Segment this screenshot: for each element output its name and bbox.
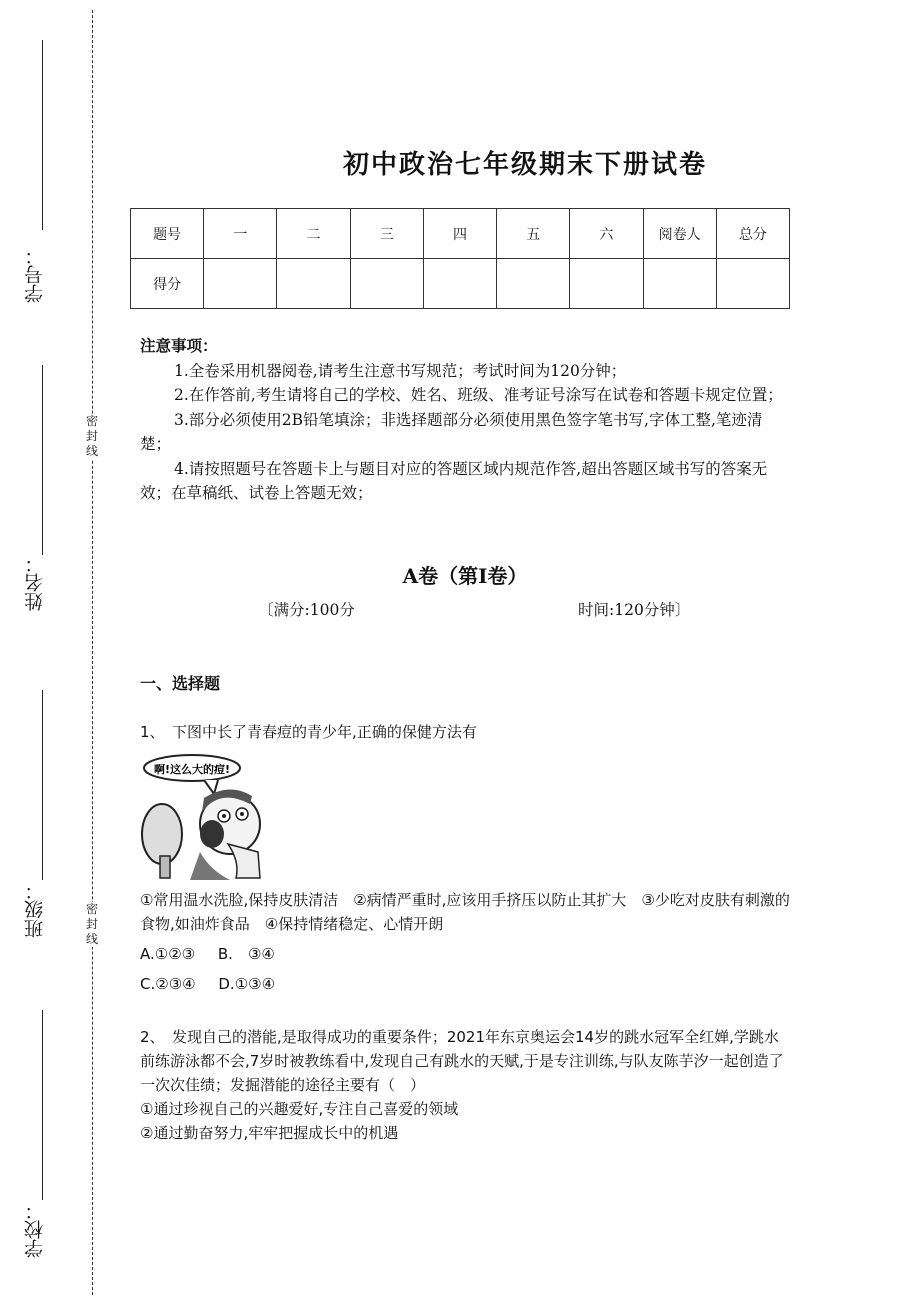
score-cell — [570, 259, 643, 309]
question-stem: 1、 下图中长了青春痘的青少年,正确的保健方法有 — [140, 723, 477, 741]
exam-title: 初中政治七年级期末下册试卷 — [342, 150, 707, 180]
header-cell: 总分 — [716, 209, 789, 259]
seal-dashed-line — [92, 10, 93, 1295]
question-1-body — [140, 888, 790, 996]
note-item: 3.部分必须使用2B铅笔填涂；非选择题部分必须使用黑色签字笔书写,字体工整,笔迹清楚； — [140, 410, 763, 453]
score-cell — [423, 259, 496, 309]
question-item: ②通过勤奋努力,牢牢把握成长中的机遇 — [140, 1124, 399, 1142]
score-cell — [643, 259, 716, 309]
options-row — [140, 972, 790, 996]
question-statements: ①常用温水洗脸,保持皮肤清洁 ②病情严重时,应该用手挤压以防止其扩大 ③少吃对皮肤有刺激的食物,如油炸食品 ④保持情绪稳定、心情开朗 — [140, 891, 790, 933]
score-cell — [350, 259, 423, 309]
header-cell: 题号 — [131, 209, 204, 259]
note-item: 4.请按照题号在答题卡上与题目对应的答题区域内规范作答,超出答题区域书写的答案无效；在草稿纸、试卷上答题无效； — [140, 459, 768, 502]
student-no-label: 学号： — [24, 246, 46, 304]
header-cell: 四 — [423, 209, 496, 259]
header-cell: 阅卷人 — [643, 209, 716, 259]
score-table-header-row — [131, 209, 790, 259]
option-a[interactable]: A.①②③ — [140, 945, 196, 963]
notes-block — [140, 334, 790, 506]
question-1-stem — [140, 720, 790, 744]
school-line — [42, 1010, 43, 1200]
header-cell: 三 — [350, 209, 423, 259]
seal-text-bottom: 密封线 — [85, 902, 98, 946]
full-score: 〔满分:100分 — [258, 601, 355, 619]
notes-heading: 注意事项： — [140, 336, 218, 355]
question-2 — [140, 1025, 790, 1145]
header-cell: 二 — [277, 209, 350, 259]
note-item: 1.全卷采用机器阅卷,请考生注意书写规范；考试时间为120分钟； — [174, 361, 627, 380]
score-cell — [716, 259, 789, 309]
student-no-line — [42, 40, 43, 230]
speech-bubble-text: 啊!这么大的痘! — [153, 763, 231, 776]
seal-text-top: 密封线 — [85, 414, 98, 458]
note-item: 2.在作答前,考生请将自己的学校、姓名、班级、准考证号涂写在试卷和答题卡规定位置； — [174, 386, 783, 404]
class-line — [42, 690, 43, 880]
header-cell: 五 — [497, 209, 570, 259]
question-item: ①通过珍视自己的兴趣爱好,专注自己喜爱的领域 — [140, 1100, 459, 1118]
score-table-score-row — [131, 259, 790, 309]
options-row — [140, 942, 790, 966]
option-b[interactable]: B. ③④ — [217, 945, 275, 963]
header-cell: 一 — [204, 209, 277, 259]
section-heading: 一、选择题 — [140, 674, 221, 693]
option-c[interactable]: C.②③④ — [140, 975, 196, 993]
class-label: 班级： — [24, 881, 46, 939]
header-cell: 六 — [570, 209, 643, 259]
score-cell — [497, 259, 570, 309]
score-cell — [277, 259, 350, 309]
exam-time: 时间:120分钟〕 — [578, 601, 691, 619]
name-label: 姓名： — [24, 554, 46, 612]
score-row-label: 得分 — [131, 259, 204, 309]
name-line — [42, 365, 43, 555]
volume-title: A卷（第I卷） — [402, 564, 528, 588]
acne-illustration — [140, 752, 270, 880]
question-stem: 2、 发现自己的潜能,是取得成功的重要条件；2021年东京奥运会14岁的跳水冠军全红婵,学跳水前练游泳都不会,7岁时被教练看中,发现自己有跳水的天赋,于是专注训练,与队友陈芋汐一起创造了一次次佳绩；发掘潜能的途径主要有（ ） — [140, 1028, 784, 1094]
school-label: 学校： — [24, 1201, 46, 1259]
score-table — [130, 208, 790, 309]
score-cell — [204, 259, 277, 309]
option-d[interactable]: D.①③④ — [218, 975, 276, 993]
